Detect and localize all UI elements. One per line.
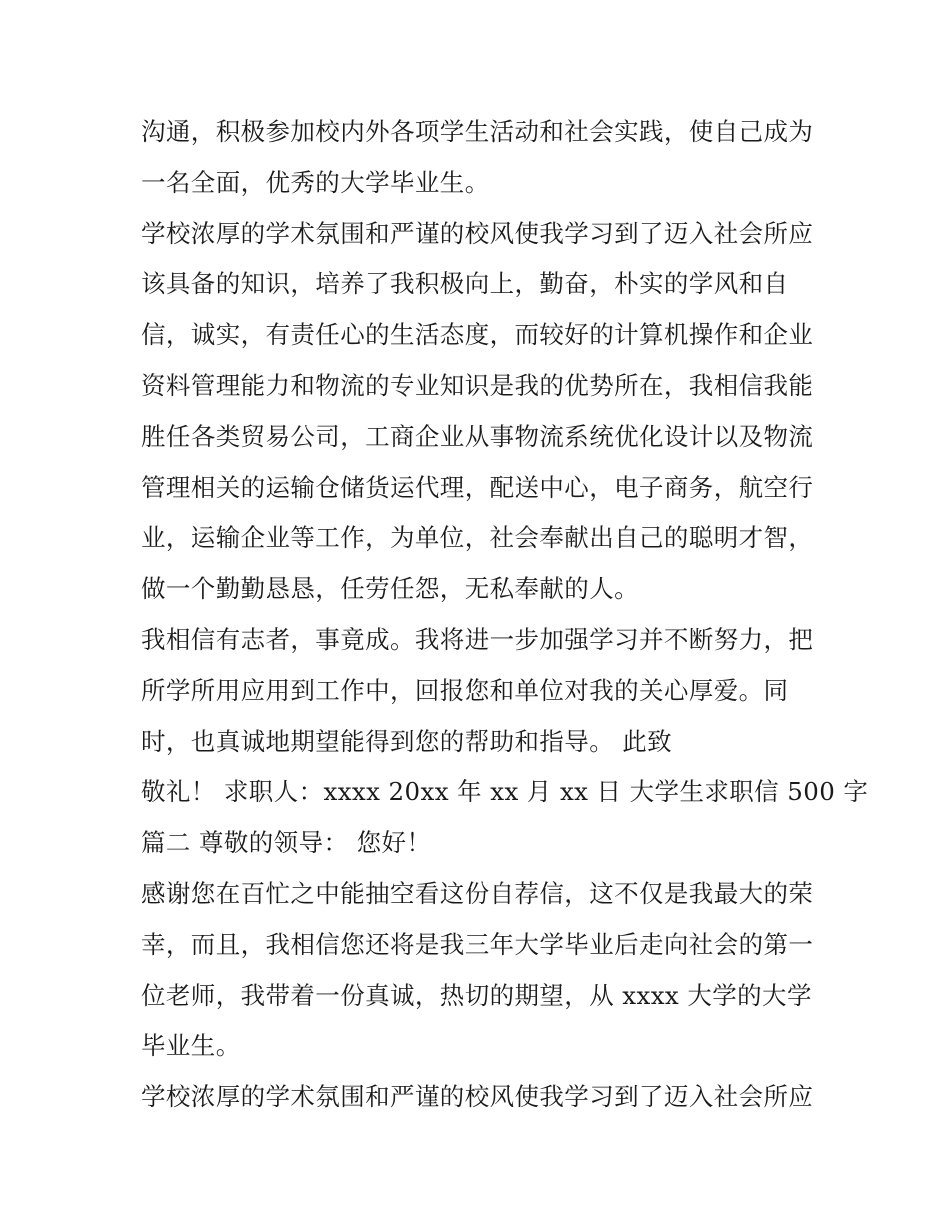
- text-line: 胜任各类贸易公司，工商企业从事物流系统优化设计以及物流: [141, 421, 814, 451]
- text-line: 敬礼！ 求职人：xxxx 20xx 年 xx 月 xx 日 大学生求职信 500 字: [141, 777, 869, 807]
- text-line: 资料管理能力和物流的专业知识是我的优势所在，我相信我能: [141, 370, 814, 400]
- text-line: 业，运输企业等工作，为单位，社会奉献出自己的聪明才智，: [141, 523, 814, 553]
- document-body: [141, 107, 869, 1123]
- text-line: 位老师，我带着一份真诚，热切的期望，从 xxxx 大学的大学: [141, 980, 812, 1010]
- text-line: 所学所用应用到工作中，回报您和单位对我的关心厚爱。同: [141, 675, 789, 705]
- text-line: 该具备的知识，培养了我积极向上，勤奋，朴实的学风和自: [141, 269, 789, 299]
- text-line: 沟通，积极参加校内外各项学生活动和社会实践，使自己成为: [141, 117, 814, 146]
- text-line: 篇二 尊敬的领导： 您好！: [141, 828, 432, 858]
- text-line: 信，诚实，有责任心的生活态度，而较好的计算机操作和企业: [141, 320, 814, 350]
- text-line: 学校浓厚的学术氛围和严谨的校风使我学习到了迈入社会所应: [141, 1082, 814, 1112]
- text-line: 感谢您在百忙之中能抽空看这份自荐信，这不仅是我最大的荣: [141, 878, 814, 908]
- text-line: 时，也真诚地期望能得到您的帮助和指导。 此致: [141, 726, 673, 756]
- text-line: 学校浓厚的学术氛围和严谨的校风使我学习到了迈入社会所应: [141, 218, 814, 248]
- text-line: 做一个勤勤恳恳，任劳任怨，无私奉献的人。: [141, 574, 639, 604]
- text-line: 幸，而且，我相信您还将是我三年大学毕业后走向社会的第一: [141, 929, 814, 959]
- text-line: 毕业生。: [141, 1031, 241, 1061]
- text-line: 一名全面，优秀的大学毕业生。: [141, 167, 490, 197]
- text-line: 我相信有志者，事竟成。我将进一步加强学习并不断努力，把: [141, 624, 814, 654]
- text-line: 管理相关的运输仓储货运代理，配送中心，电子商务，航空行: [141, 472, 814, 502]
